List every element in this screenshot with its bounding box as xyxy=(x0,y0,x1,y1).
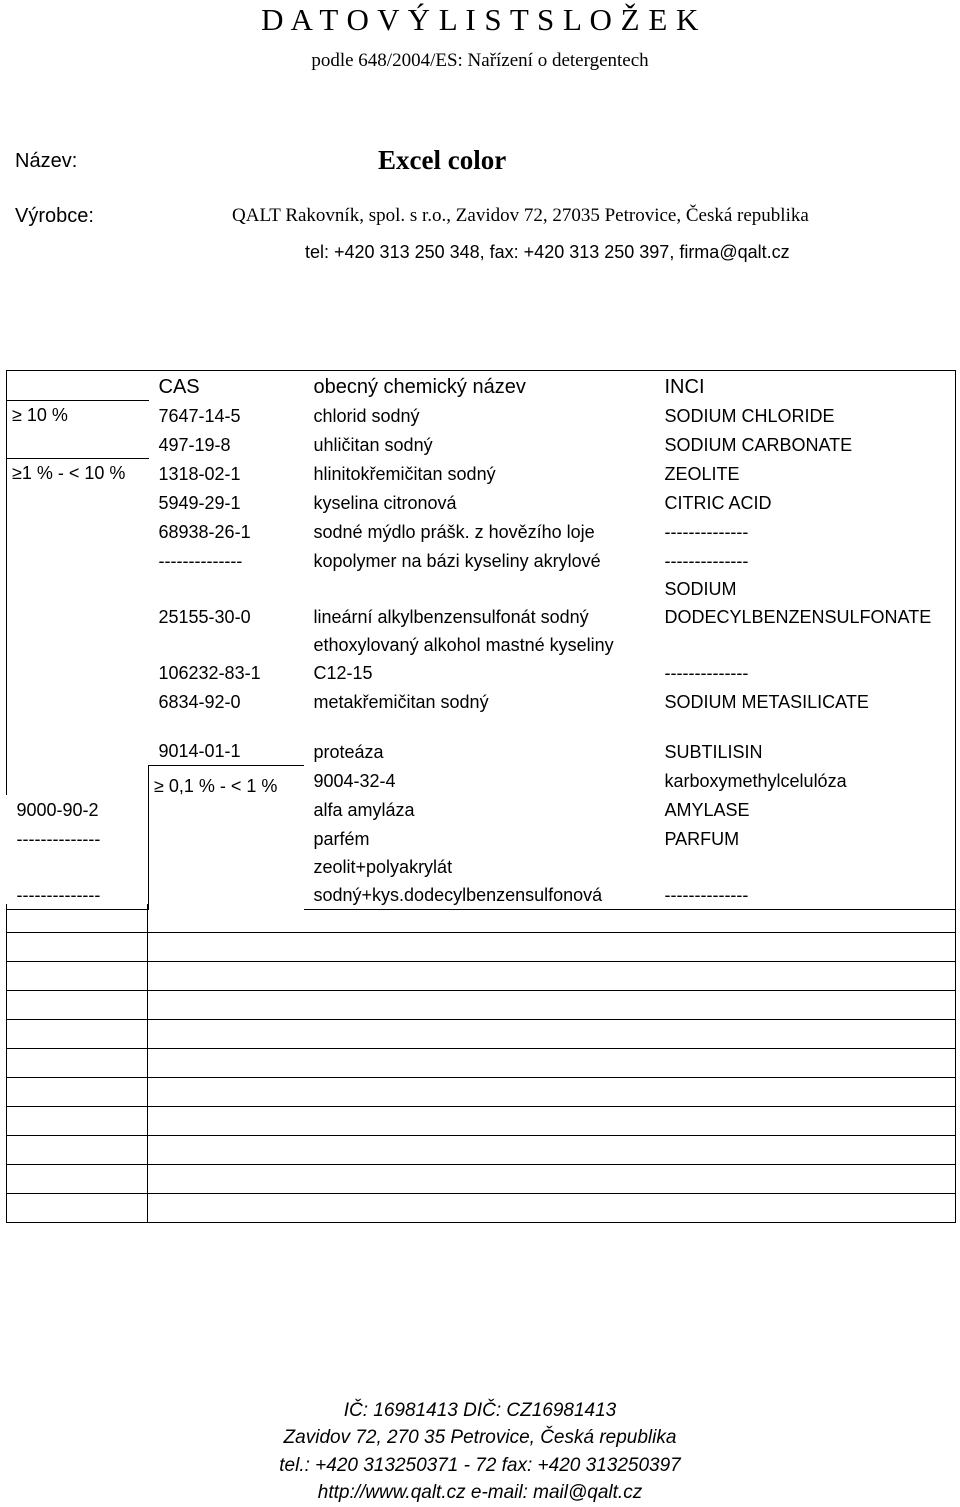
chemical-name-cell: lineární alkylbenzensulfonát sodný xyxy=(313,606,589,627)
document-title: D A T O V Ý L I S T S L O Ž E K xyxy=(261,2,699,37)
chemical-name-cell: alfa amyláza xyxy=(313,799,415,820)
cas-cell: 6834-92-0 xyxy=(158,691,241,712)
inci-cell: -------------- xyxy=(655,546,956,575)
inci-cell: CITRIC ACID xyxy=(655,488,956,517)
range-label: ≥1 % - < 10 % xyxy=(7,459,149,795)
table-row xyxy=(7,575,956,631)
table-row xyxy=(7,488,956,517)
chemical-name-cell: chlorid sodný xyxy=(313,405,420,426)
inci-cell: SODIUM DODECYLBENZENSULFONATE xyxy=(655,575,956,631)
header-chemical-name: obecný chemický název xyxy=(304,371,655,401)
cas-cell: 9004-32-4 xyxy=(313,770,396,791)
manufacturer-label: Výrobce: xyxy=(15,205,94,227)
chemical-name-cell: zeolit+polyakrylát sodný+kys.dodecylbenzensulfonová xyxy=(304,853,655,910)
range-label: ≥ 0,1 % - < 1 % xyxy=(149,766,304,910)
chemical-name-cell: kyselina citronová xyxy=(313,492,457,513)
header-inci: INCI xyxy=(655,371,956,401)
composition-table xyxy=(6,370,956,910)
table-row xyxy=(7,687,956,716)
cas-cell: 106232-83-1 xyxy=(158,662,261,683)
table-row xyxy=(7,401,956,430)
inci-cell: SUBTILISIN xyxy=(655,716,956,766)
cas-cell: -------------- xyxy=(7,853,149,910)
footer-address: Zavidov 72, 270 35 Petrovice, Česká republika xyxy=(283,1427,677,1448)
cas-cell: 1318-02-1 xyxy=(158,463,241,484)
cas-cell: 497-19-8 xyxy=(158,434,231,455)
document-subtitle: podle 648/2004/ES: Nařízení o detergentech xyxy=(311,50,649,71)
table-row xyxy=(7,430,956,459)
table-row xyxy=(7,546,956,575)
cas-cell: -------------- xyxy=(16,828,101,849)
product-name: Excel color xyxy=(378,145,507,175)
table-row xyxy=(7,631,956,687)
name-label: Název: xyxy=(15,150,78,172)
inci-cell: -------------- xyxy=(655,853,956,910)
cas-cell: 9014-01-1 xyxy=(158,741,241,761)
footer-web-email: http://www.qalt.cz e-mail: mail@qalt.cz xyxy=(317,1482,643,1503)
cas-cell: 25155-30-0 xyxy=(158,606,251,627)
cas-cell: 9000-90-2 xyxy=(16,799,99,820)
inci-cell: SODIUM CHLORIDE xyxy=(655,401,956,430)
footer-phone-fax: tel.: +420 313250371 - 72 fax: +420 313250397 xyxy=(279,1455,681,1476)
cas-cell: 5949-29-1 xyxy=(158,492,241,513)
chemical-name-cell: parfém xyxy=(313,828,370,849)
inci-cell: SODIUM METASILICATE xyxy=(655,687,956,716)
inci-cell: PARFUM xyxy=(655,824,956,853)
cas-cell: 68938-26-1 xyxy=(158,521,251,542)
chemical-name-cell: hlinitokřemičitan sodný xyxy=(313,463,496,484)
manufacturer-contact: tel: +420 313 250 348, fax: +420 313 250 397, firma@qalt.cz xyxy=(305,242,790,262)
chemical-name-cell: proteáza xyxy=(313,741,384,762)
table-row xyxy=(7,766,956,795)
empty-rows-grid xyxy=(6,904,956,1223)
chemical-name-cell: metakřemičitan sodný xyxy=(313,691,489,712)
chemical-name-cell: kopolymer na bázi kyseliny akrylové xyxy=(313,550,601,571)
inci-cell: AMYLASE xyxy=(655,795,956,824)
inci-cell: -------------- xyxy=(655,631,956,687)
footer-company-ids: IČ: 16981413 DIČ: CZ16981413 xyxy=(343,1400,617,1421)
chemical-name-cell: sodné mýdlo prášk. z hovězího loje xyxy=(313,521,595,542)
chemical-name-cell: karboxymethylcelulóza xyxy=(664,770,847,791)
inci-cell: ZEOLITE xyxy=(655,459,956,488)
table-row xyxy=(7,459,956,488)
table-row xyxy=(7,716,956,766)
table-row xyxy=(7,517,956,546)
cas-cell: -------------- xyxy=(158,550,243,571)
header-cas: CAS xyxy=(149,371,304,401)
cas-cell: 7647-14-5 xyxy=(158,405,241,426)
manufacturer-value: QALT Rakovník, spol. s r.o., Zavidov 72, 27035 Petrovice, Česká republika xyxy=(232,205,809,226)
table-header-row xyxy=(7,371,956,401)
chemical-name-cell: uhličitan sodný xyxy=(313,434,433,455)
inci-cell: -------------- xyxy=(655,517,956,546)
chemical-name-cell: ethoxylovaný alkohol mastné kyseliny C12-15 xyxy=(313,634,614,683)
inci-cell: SODIUM CARBONATE xyxy=(655,430,956,459)
range-label: ≥ 10 % xyxy=(7,401,149,459)
